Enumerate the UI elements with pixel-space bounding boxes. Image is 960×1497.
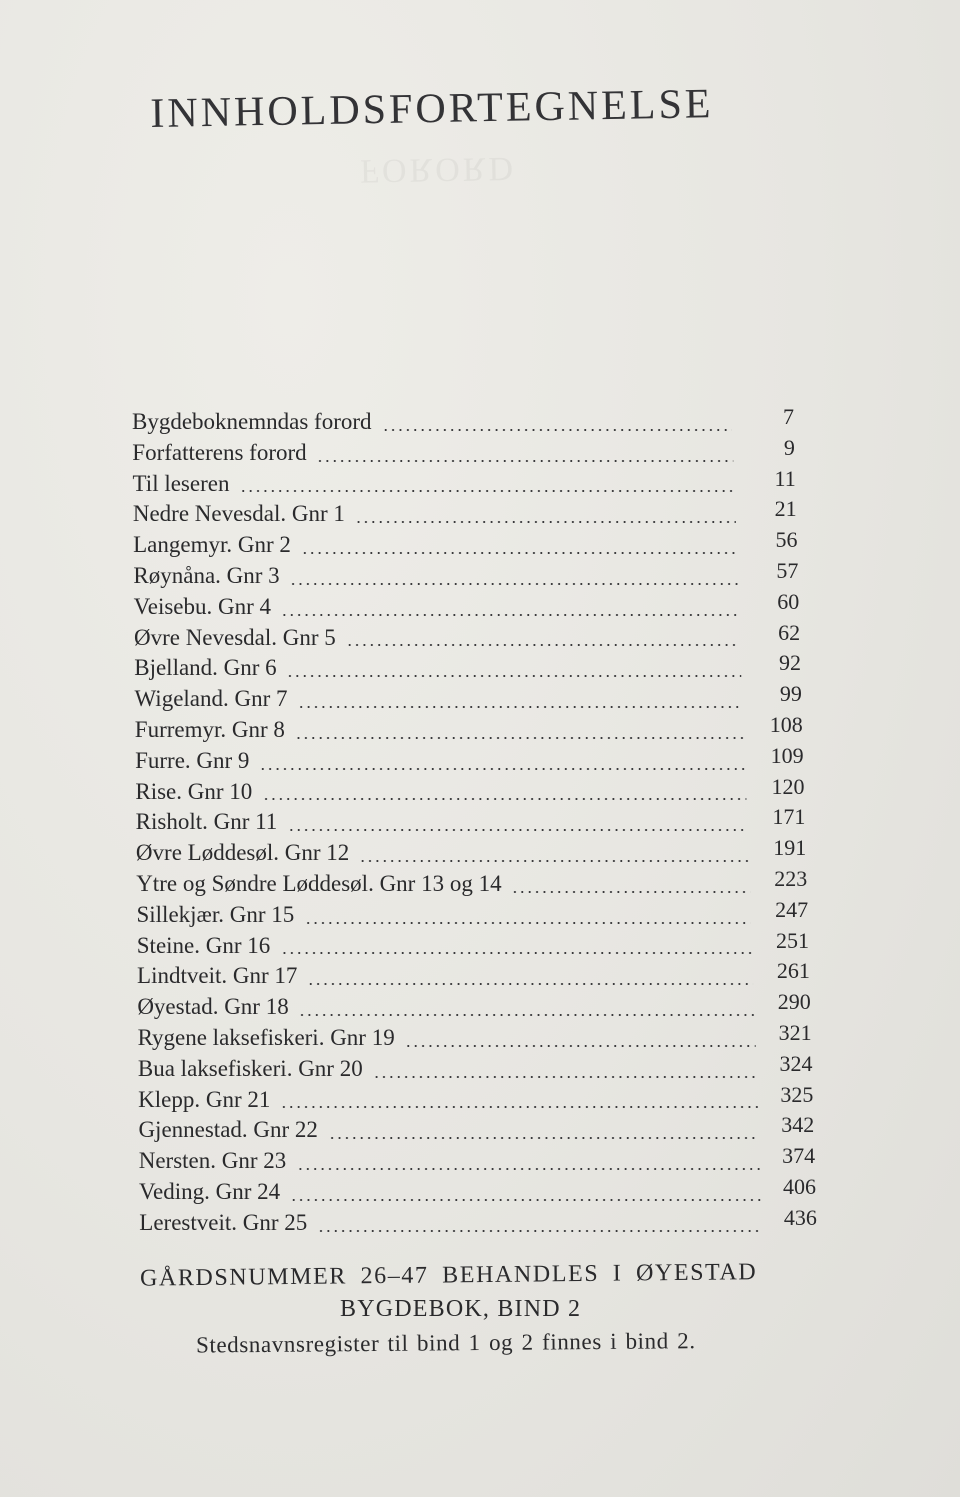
dot-leader (280, 1106, 758, 1108)
toc-entry (132, 465, 833, 501)
dot-leader (355, 521, 736, 523)
toc-entry-title: Steine. Gnr 16 (136, 932, 271, 958)
toc-entry-page-number: 342 (781, 1112, 815, 1138)
toc-entry-title: Ytre og Søndre Løddesøl. Gnr 13 og 14 (136, 870, 502, 896)
dot-leader (259, 768, 745, 770)
toc-entry (132, 496, 833, 531)
toc-entry (135, 773, 835, 809)
dot-leader (373, 1076, 757, 1078)
footer-note-subheading: BYGDEBOK, BIND 2 (340, 1296, 582, 1322)
toc-entry (137, 989, 837, 1024)
toc-entry-title: Nersten. Gnr 23 (138, 1148, 287, 1174)
toc-entry (133, 527, 833, 562)
dot-leader (307, 983, 753, 985)
toc-entry (135, 835, 836, 870)
toc-entry-page-number: 324 (779, 1050, 813, 1076)
dot-leader (262, 798, 746, 800)
dot-leader (304, 922, 751, 924)
toc-entry-page-number: 120 (771, 773, 805, 799)
toc-entry-page-number: 92 (779, 650, 802, 676)
dot-leader (301, 552, 737, 554)
toc-entry-page-number: 436 (783, 1204, 817, 1230)
toc-entry-page-number: 7 (783, 404, 794, 429)
dot-leader (290, 583, 738, 585)
toc-entry-page-number: 191 (773, 835, 807, 861)
toc-entry-page-number: 223 (774, 865, 808, 891)
toc-entry-page-number: 171 (772, 804, 806, 830)
toc-entry-title: Forfatterens forord (132, 439, 307, 465)
toc-entry-page-number: 60 (777, 588, 800, 614)
toc-entry-title: Rygene laksefiskeri. Gnr 19 (137, 1024, 395, 1050)
toc-entry-title: Til leseren (132, 470, 230, 496)
dot-leader (280, 952, 752, 954)
toc-entry-page-number: 9 (783, 434, 795, 460)
dot-leader (290, 1199, 761, 1201)
toc-entry-title: Lerestveit. Gnr 25 (139, 1209, 308, 1235)
toc-entry-title: Bjelland. Gnr 6 (134, 655, 277, 681)
toc-entry (135, 804, 836, 839)
toc-entry-title: Wigeland. Gnr 7 (134, 686, 288, 712)
toc-entry (132, 434, 832, 470)
toc-entry-page-number: 109 (770, 742, 804, 768)
dot-leader (382, 429, 732, 431)
dot-leader (239, 490, 734, 492)
dot-leader (405, 1045, 756, 1047)
toc-entry (136, 865, 836, 901)
toc-entry-page-number: 57 (776, 557, 799, 583)
toc-entry (132, 404, 832, 439)
dot-leader (281, 614, 739, 616)
footer-note-register: Stedsnavnsregister til bind 1 og 2 finnes i bind 2. (195, 1328, 696, 1358)
toc-entry (133, 557, 833, 593)
toc-entry-title: Lindtveit. Gnr 17 (137, 963, 298, 989)
toc-entry (134, 650, 834, 685)
toc-entry (137, 1019, 838, 1055)
toc-entry (139, 1173, 839, 1209)
dot-leader (296, 1168, 760, 1170)
toc-entry-title: Klepp. Gnr 21 (138, 1086, 271, 1112)
toc-entry (134, 711, 835, 747)
toc-entry-page-number: 99 (779, 681, 802, 707)
toc-entry-page-number: 261 (776, 958, 810, 984)
page-title: INNHOLDSFORTEGNELSE (150, 81, 714, 137)
toc-entry-title: Øyestad. Gnr 18 (137, 994, 289, 1020)
toc-entry-title: Sillekjær. Gnr 15 (136, 901, 295, 927)
dot-leader (346, 644, 740, 646)
toc-entry-title: Furre. Gnr 9 (135, 747, 250, 773)
toc-entry-title: Veisebu. Gnr 4 (133, 593, 272, 619)
dot-leader (359, 860, 748, 862)
toc-entry-page-number: 374 (782, 1143, 816, 1169)
toc-entry-page-number: 108 (769, 711, 803, 737)
toc-entry (138, 1143, 839, 1178)
dot-leader (328, 1137, 759, 1139)
toc-entry (137, 1050, 838, 1086)
toc-entry-title: Veding. Gnr 24 (139, 1178, 281, 1204)
show-through-text: FORORD (359, 149, 517, 190)
toc-entry-page-number: 62 (778, 619, 801, 645)
toc-entry (136, 896, 836, 932)
toc-entry-title: Nedre Nevesdal. Gnr 1 (132, 501, 345, 527)
toc-entry-title: Bua laksefiskeri. Gnr 20 (137, 1055, 363, 1081)
toc-entry-title: Bygdeboknemndas forord (132, 409, 372, 434)
toc-entry (133, 619, 834, 655)
toc-entry-page-number: 11 (774, 465, 796, 491)
dot-leader (287, 829, 747, 831)
toc-entry-page-number: 321 (778, 1019, 812, 1045)
toc-entry-page-number: 251 (775, 927, 809, 953)
dot-leader (287, 675, 742, 677)
toc-entry-page-number: 406 (783, 1173, 816, 1199)
toc-entry-page-number: 325 (780, 1081, 814, 1107)
dot-leader (512, 891, 750, 893)
dot-leader (295, 737, 744, 739)
toc-entry-title: Gjennestad. Gnr 22 (138, 1117, 318, 1143)
toc-entry (139, 1204, 839, 1240)
table-of-contents (132, 404, 832, 1240)
dot-leader (298, 706, 743, 708)
toc-entry-title: Rise. Gnr 10 (135, 778, 253, 804)
toc-entry-title: Øvre Løddesøl. Gnr 12 (135, 840, 350, 866)
toc-entry (136, 927, 837, 963)
toc-entry-page-number: 56 (775, 527, 798, 553)
dot-leader (299, 1014, 755, 1016)
toc-entry-title: Røynåna. Gnr 3 (133, 562, 280, 588)
toc-entry (135, 742, 835, 778)
toc-entry-title: Risholt. Gnr 11 (135, 809, 278, 835)
toc-entry (134, 681, 835, 716)
toc-entry-page-number: 21 (774, 496, 797, 522)
toc-entry-page-number: 247 (775, 896, 809, 922)
toc-entry-title: Øvre Nevesdal. Gnr 5 (133, 624, 336, 650)
dot-leader (317, 1230, 762, 1232)
toc-entry-title: Furremyr. Gnr 8 (134, 716, 285, 742)
toc-entry (138, 1112, 838, 1147)
footer-note-heading: GÅRDSNUMMER 26–47 BEHANDLES I ØYESTAD (139, 1259, 758, 1292)
toc-entry-page-number: 290 (777, 989, 811, 1015)
toc-entry (137, 958, 837, 993)
toc-entry-title: Langemyr. Gnr 2 (133, 532, 291, 558)
dot-leader (317, 460, 734, 462)
toc-entry (138, 1081, 838, 1117)
toc-entry (133, 588, 834, 624)
